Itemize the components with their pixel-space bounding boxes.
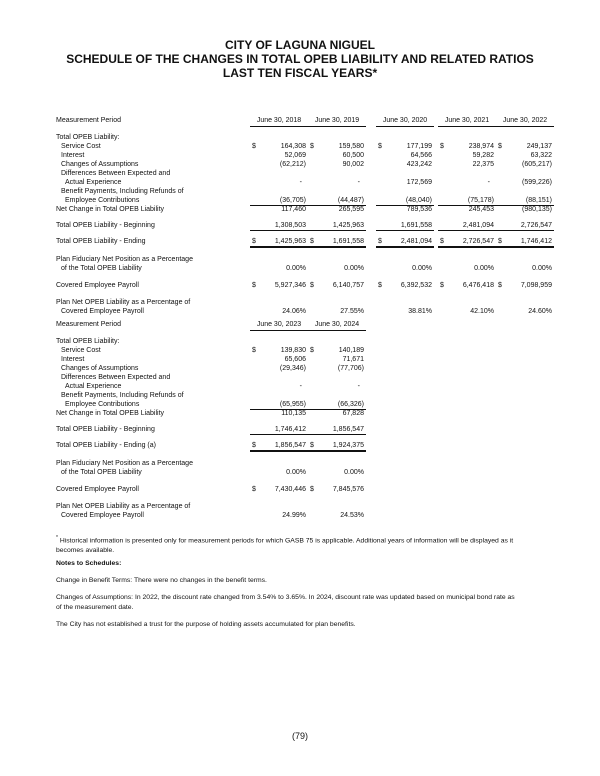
row-label: Net Change in Total OPEB Liability xyxy=(56,410,165,417)
value-cell xyxy=(438,221,496,231)
value-cell xyxy=(308,142,366,151)
row-label: Benefit Payments, Including Refunds of xyxy=(61,392,184,399)
currency-symbol: $ xyxy=(498,143,502,150)
value-cell xyxy=(250,511,308,520)
value-number: 172,569 xyxy=(406,179,432,186)
value-number: (48,040) xyxy=(405,197,432,204)
row-label: Differences Between Expected and xyxy=(61,170,171,177)
row-label: Covered Employee Payroll xyxy=(56,282,139,289)
value-number: 6,140,757 xyxy=(332,282,364,289)
column-header: June 30, 2022 xyxy=(496,116,554,127)
value-cell xyxy=(438,281,496,290)
value-cell xyxy=(438,151,496,160)
column-header: June 30, 2021 xyxy=(438,116,496,127)
currency-symbol: $ xyxy=(440,143,444,150)
currency-symbol: $ xyxy=(310,143,314,150)
value-number: (605,217) xyxy=(522,161,552,168)
value-number: 24.53% xyxy=(340,512,364,519)
footnote-mark: * xyxy=(56,535,58,541)
column-header: June 30, 2019 xyxy=(308,116,366,127)
value-number: (980,135) xyxy=(522,206,552,213)
value-cell xyxy=(250,355,308,364)
value-number: 5,927,346 xyxy=(274,282,306,289)
value-cell xyxy=(438,307,496,316)
value-cell xyxy=(250,264,308,273)
value-cell xyxy=(308,281,366,290)
column-header: June 30, 2024 xyxy=(308,320,366,331)
value-cell xyxy=(308,364,366,373)
value-number: 60,500 xyxy=(342,152,364,159)
value-number: 140,189 xyxy=(338,347,364,354)
currency-symbol: $ xyxy=(252,442,256,449)
value-cell xyxy=(308,382,366,391)
value-number: (29,346) xyxy=(279,365,306,372)
value-number: 52,069 xyxy=(284,152,306,159)
value-cell xyxy=(376,178,434,187)
currency-symbol: $ xyxy=(252,238,256,245)
value-cell xyxy=(250,307,308,316)
value-number: - xyxy=(357,179,360,186)
value-number: 24.99% xyxy=(282,512,306,519)
row-label: Total OPEB Liability: xyxy=(56,134,120,141)
row-label: Differences Between Expected and xyxy=(61,374,171,381)
value-cell xyxy=(250,178,308,187)
value-cell xyxy=(308,441,366,452)
value-cell xyxy=(250,468,308,477)
currency-symbol: $ xyxy=(252,282,256,289)
value-cell xyxy=(438,142,496,151)
value-cell xyxy=(496,160,554,169)
value-cell xyxy=(308,160,366,169)
value-number: 7,845,576 xyxy=(332,486,364,493)
row-label: Employee Contributions xyxy=(65,197,140,204)
row-label: Actual Experience xyxy=(65,383,122,390)
value-number: 67,828 xyxy=(342,410,364,417)
value-cell xyxy=(308,205,366,214)
value-number: 117,460 xyxy=(281,206,306,213)
value-cell xyxy=(308,221,366,231)
value-cell xyxy=(308,151,366,160)
row-label: Interest xyxy=(61,356,85,363)
value-cell xyxy=(250,237,308,248)
value-number: 64,566 xyxy=(410,152,432,159)
report-period-title: LAST TEN FISCAL YEARS* xyxy=(222,66,378,80)
value-number: 238,974 xyxy=(468,143,494,150)
value-cell xyxy=(308,409,366,418)
row-label: Changes of Assumptions xyxy=(61,161,139,168)
value-cell xyxy=(250,382,308,391)
value-cell xyxy=(438,178,496,187)
value-number: 265,595 xyxy=(338,206,364,213)
row-label: Actual Experience xyxy=(65,179,122,186)
value-cell xyxy=(496,237,554,248)
value-cell xyxy=(308,425,366,435)
value-number: (36,705) xyxy=(279,197,306,204)
value-number: 2,481,094 xyxy=(400,238,432,245)
currency-symbol: $ xyxy=(310,238,314,245)
value-cell xyxy=(376,281,434,290)
value-number: 1,856,547 xyxy=(274,442,306,449)
value-cell xyxy=(250,425,308,435)
value-number: (88,151) xyxy=(525,197,552,204)
currency-symbol: $ xyxy=(440,238,444,245)
report-entity-title: CITY OF LAGUNA NIGUEL xyxy=(225,38,375,52)
value-number: 177,199 xyxy=(406,143,432,150)
value-cell xyxy=(308,355,366,364)
value-cell xyxy=(496,205,554,214)
value-number: 24.60% xyxy=(528,308,552,315)
value-cell xyxy=(376,160,434,169)
value-cell xyxy=(376,142,434,151)
value-cell xyxy=(376,307,434,316)
value-number: 159,580 xyxy=(338,143,364,150)
value-number: 7,098,959 xyxy=(520,282,552,289)
value-cell xyxy=(496,142,554,151)
value-number: 423,242 xyxy=(406,161,432,168)
value-number: 6,476,418 xyxy=(462,282,494,289)
value-cell xyxy=(438,237,496,248)
value-cell xyxy=(250,485,308,494)
value-number: 0.00% xyxy=(474,265,494,272)
row-label: Plan Net OPEB Liability as a Percentage of xyxy=(56,299,191,306)
value-cell xyxy=(308,264,366,273)
notes-heading: Notes to Schedules: xyxy=(56,560,122,567)
currency-symbol: $ xyxy=(252,486,256,493)
value-cell xyxy=(250,160,308,169)
value-number: 2,726,547 xyxy=(462,238,494,245)
row-label: Total OPEB Liability - Beginning xyxy=(56,222,155,229)
note-benefit-terms: Change in Benefit Terms: There were no changes in the benefit terms. xyxy=(56,577,267,584)
value-cell xyxy=(250,281,308,290)
currency-symbol: $ xyxy=(440,282,444,289)
value-cell xyxy=(496,307,554,316)
row-label: Total OPEB Liability - Ending xyxy=(56,238,146,245)
value-number: 245,453 xyxy=(468,206,494,213)
footnote-text: Historical information is presented only for measurement periods for which GASB 75 is applicable. Additional years of information will be displayed as it becomes available. xyxy=(56,537,514,554)
row-label: Covered Employee Payroll xyxy=(61,512,144,519)
value-number: 1,924,375 xyxy=(332,442,364,449)
row-label: Net Change in Total OPEB Liability xyxy=(56,206,165,213)
value-cell xyxy=(308,485,366,494)
value-number: 0.00% xyxy=(412,265,432,272)
value-cell xyxy=(496,151,554,160)
value-number: 7,430,446 xyxy=(274,486,306,493)
value-number: (65,955) xyxy=(279,401,306,408)
value-cell xyxy=(250,142,308,151)
value-cell xyxy=(376,221,434,231)
measurement-period-label: Measurement Period xyxy=(56,321,121,328)
currency-symbol: $ xyxy=(310,282,314,289)
currency-symbol: $ xyxy=(498,282,502,289)
value-cell xyxy=(308,237,366,248)
value-cell xyxy=(438,205,496,214)
value-number: 110,135 xyxy=(281,410,306,417)
value-number: 249,137 xyxy=(526,143,552,150)
row-label: Plan Fiduciary Net Position as a Percentage xyxy=(56,460,193,467)
value-cell xyxy=(376,237,434,248)
value-number: 139,830 xyxy=(280,347,306,354)
value-number: 1,691,558 xyxy=(400,222,432,229)
value-number: 0.00% xyxy=(344,469,364,476)
value-cell xyxy=(250,409,308,418)
value-cell xyxy=(496,281,554,290)
value-number: 0.00% xyxy=(286,265,306,272)
value-number: 6,392,532 xyxy=(400,282,432,289)
value-number: 65,606 xyxy=(284,356,306,363)
value-cell xyxy=(250,221,308,231)
column-header: June 30, 2023 xyxy=(250,320,308,331)
value-number: 2,726,547 xyxy=(520,222,552,229)
value-number: 24.06% xyxy=(282,308,306,315)
currency-symbol: $ xyxy=(252,143,256,150)
value-number: - xyxy=(487,179,490,186)
value-cell xyxy=(438,264,496,273)
value-cell xyxy=(308,307,366,316)
value-cell xyxy=(496,178,554,187)
value-number: (62,212) xyxy=(279,161,306,168)
row-label: Benefit Payments, Including Refunds of xyxy=(61,188,184,195)
row-label: Total OPEB Liability - Beginning xyxy=(56,426,155,433)
currency-symbol: $ xyxy=(378,238,382,245)
value-cell xyxy=(376,151,434,160)
value-number: 1,425,963 xyxy=(274,238,306,245)
value-number: (44,487) xyxy=(337,197,364,204)
row-label: Service Cost xyxy=(61,143,101,150)
value-number: 0.00% xyxy=(286,469,306,476)
value-number: 1,308,503 xyxy=(274,222,306,229)
row-label: Interest xyxy=(61,152,85,159)
value-number: - xyxy=(299,383,302,390)
row-label: Covered Employee Payroll xyxy=(56,486,139,493)
value-number: - xyxy=(357,383,360,390)
value-number: 59,282 xyxy=(472,152,494,159)
value-cell xyxy=(308,346,366,355)
row-label: Employee Contributions xyxy=(65,401,140,408)
value-cell xyxy=(496,221,554,231)
value-number: 164,308 xyxy=(280,143,306,150)
value-number: 0.00% xyxy=(344,265,364,272)
value-number: 2,481,094 xyxy=(462,222,494,229)
currency-symbol: $ xyxy=(310,347,314,354)
column-header: June 30, 2018 xyxy=(250,116,308,127)
value-number: (599,226) xyxy=(522,179,552,186)
currency-symbol: $ xyxy=(498,238,502,245)
value-cell xyxy=(376,264,434,273)
value-cell xyxy=(308,178,366,187)
value-number: 789,536 xyxy=(406,206,432,213)
value-number: 63,322 xyxy=(530,152,552,159)
value-number: 1,856,547 xyxy=(332,426,364,433)
value-cell xyxy=(496,264,554,273)
row-label: Total OPEB Liability - Ending (a) xyxy=(56,442,156,449)
value-cell xyxy=(250,441,308,452)
value-number: 0.00% xyxy=(532,265,552,272)
value-cell xyxy=(250,364,308,373)
value-number: 1,691,558 xyxy=(332,238,364,245)
footnote xyxy=(56,534,516,555)
value-number: (66,326) xyxy=(337,401,364,408)
note-changes-assumptions: Changes of Assumptions: In 2022, the discount rate changed from 3.54% to 3.65%. In 2024, discount rate was updated based on municipal bond rate as of the measurement date. xyxy=(56,594,515,611)
row-label: of the Total OPEB Liability xyxy=(61,265,142,272)
value-number: 38.81% xyxy=(408,308,432,315)
row-label: Plan Net OPEB Liability as a Percentage of xyxy=(56,503,191,510)
value-cell xyxy=(376,205,434,214)
currency-symbol: $ xyxy=(378,282,382,289)
value-cell xyxy=(308,468,366,477)
value-number: - xyxy=(299,179,302,186)
value-cell xyxy=(308,511,366,520)
measurement-period-label: Measurement Period xyxy=(56,117,121,124)
value-cell xyxy=(250,151,308,160)
value-number: 1,746,412 xyxy=(520,238,552,245)
value-cell xyxy=(438,160,496,169)
currency-symbol: $ xyxy=(310,442,314,449)
row-label: Covered Employee Payroll xyxy=(61,308,144,315)
value-number: 27.55% xyxy=(340,308,364,315)
column-header: June 30, 2020 xyxy=(376,116,434,127)
row-label: Changes of Assumptions xyxy=(61,365,139,372)
row-label: of the Total OPEB Liability xyxy=(61,469,142,476)
value-number: 90,002 xyxy=(342,161,364,168)
value-number: 42.10% xyxy=(470,308,494,315)
currency-symbol: $ xyxy=(252,347,256,354)
row-label: Total OPEB Liability: xyxy=(56,338,120,345)
currency-symbol: $ xyxy=(310,486,314,493)
page-number: (79) xyxy=(291,731,308,741)
row-label: Plan Fiduciary Net Position as a Percentage xyxy=(56,256,193,263)
report-schedule-title: SCHEDULE OF THE CHANGES IN TOTAL OPEB LIABILITY AND RELATED RATIOS xyxy=(66,52,534,66)
value-number: 1,425,963 xyxy=(332,222,364,229)
row-label: Service Cost xyxy=(61,347,101,354)
value-number: 71,671 xyxy=(342,356,364,363)
value-cell xyxy=(250,346,308,355)
currency-symbol: $ xyxy=(378,143,382,150)
value-number: (77,706) xyxy=(337,365,364,372)
value-number: (75,178) xyxy=(467,197,494,204)
note-trust: The City has not established a trust for the purpose of holding assets accumulated for plan benefits. xyxy=(56,621,356,628)
value-number: 1,746,412 xyxy=(274,426,306,433)
value-number: 22,375 xyxy=(472,161,494,168)
value-cell xyxy=(250,205,308,214)
